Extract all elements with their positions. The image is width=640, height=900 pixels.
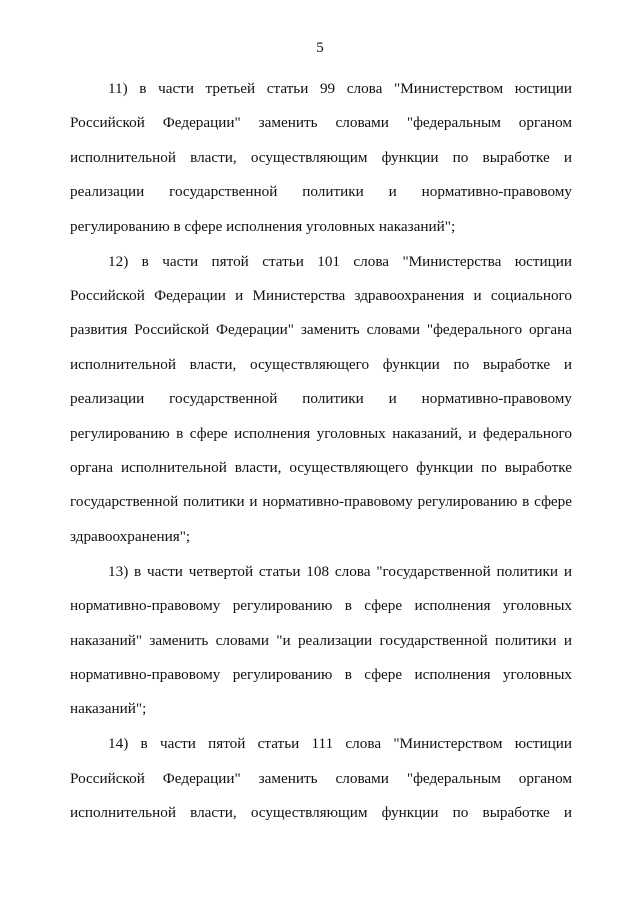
paragraph-item-11: 11) в части третьей статьи 99 слова "Министерством юстиции Российской Федерации" заменить словами "федеральным органом исполнительной власти, осуществляющим функции по выработке и реализации государственной политики и нормативно-правовому регулированию в сфере исполнения уголовных наказаний"; bbox=[70, 80, 572, 235]
document-body bbox=[70, 72, 572, 831]
paragraph-item-13: 13) в части четвертой статьи 108 слова "государственной политики и нормативно-правовому регулированию в сфере исполнения уголовных наказаний" заменить словами "и реализации государственной политики и нормативно-правовому регулированию в сфере исполнения уголовных наказаний"; bbox=[70, 562, 572, 718]
paragraph-item-12: 12) в части пятой статьи 101 слова "Министерства юстиции Российской Федерации и Министерства здравоохранения и социального развития Российской Федерации" заменить словами "федерального органа исполнительной власти, осуществляющего функции по выработке и реализации государственной политики и нормативно-правовому регулированию в сфере исполнения уголовных наказаний, и федерального органа исполнительной власти, осуществляющего функции по выработке государственной политики и нормативно-правовому регулированию в сфере здравоохранения"; bbox=[70, 252, 572, 545]
page-number: 5 bbox=[316, 40, 324, 56]
paragraph-item-14: 14) в части пятой статьи 111 слова "Министерством юстиции Российской Федерации" заменить словами "федеральным органом исполнительной власти, осуществляющим функции по выработке и bbox=[70, 735, 572, 822]
